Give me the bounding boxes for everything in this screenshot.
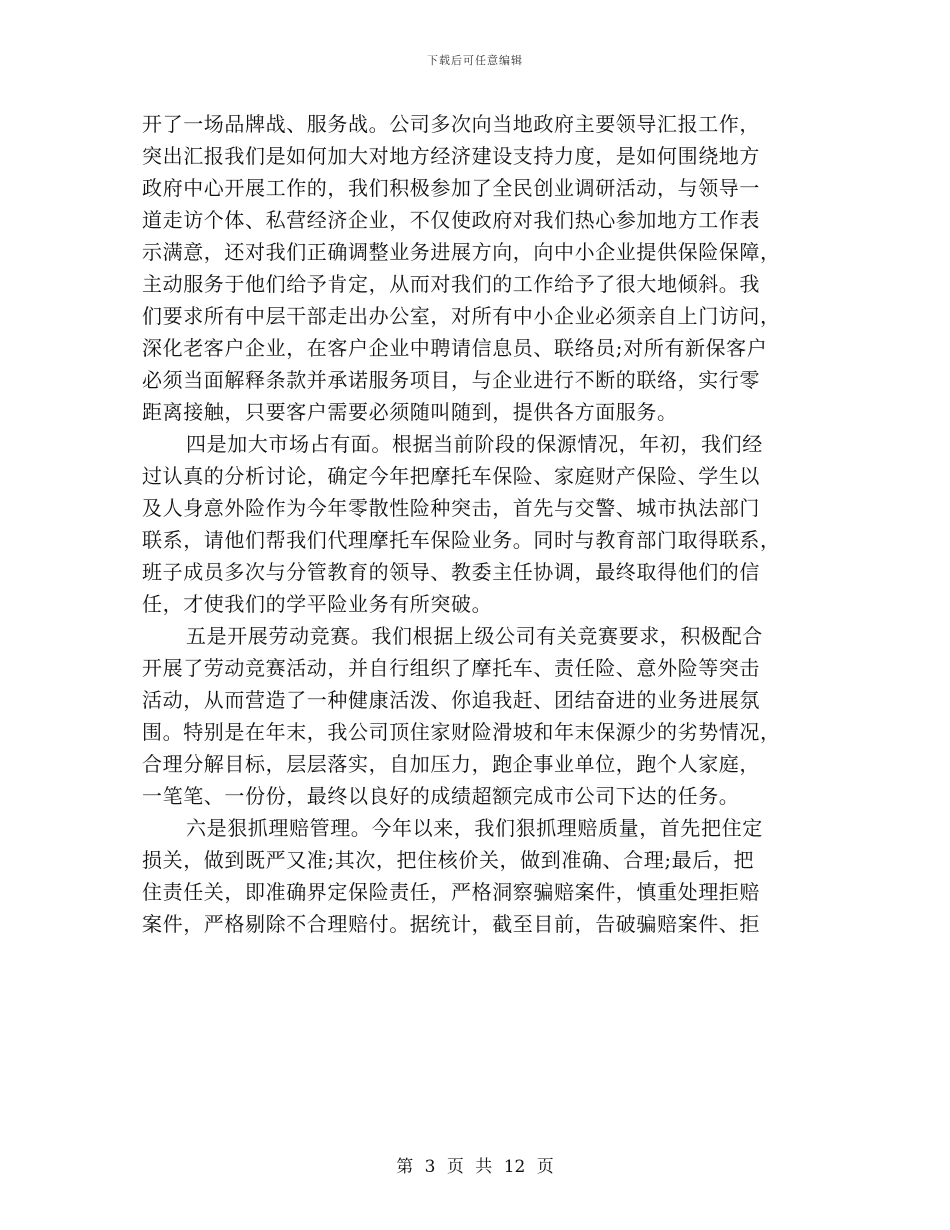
text-line: 示满意，还对我们正确调整业务进展方向，向中小企业提供保险保障，	[142, 240, 781, 264]
text-line: 开展了劳动竞赛活动，并自行组织了摩托车、责任险、意外险等突击	[142, 656, 760, 680]
text-line: 们要求所有中层干部走出办公室，对所有中小企业必须亲自上门访问，	[142, 304, 781, 328]
text-line: 及人身意外险作为今年零散性险种突击，首先与交警、城市执法部门	[142, 496, 760, 520]
text-line: 过认真的分析讨论，确定今年把摩托车保险、家庭财产保险、学生以	[142, 464, 760, 488]
text-line: 住责任关，即准确界定保险责任，严格洞察骗赔案件，慎重处理拒赔	[142, 880, 760, 904]
text-line: 必须当面解释条款并承诺服务项目，与企业进行不断的联络，实行零	[142, 368, 760, 392]
text-line: 开了一场品牌战、服务战。公司多次向当地政府主要领导汇报工作，	[142, 112, 760, 136]
text-line: 政府中心开展工作的，我们积极参加了全民创业调研活动，与领导一	[142, 176, 760, 200]
text-line: 一笔笔、一份份，最终以良好的成绩超额完成市公司下达的任务。	[142, 784, 740, 808]
paragraph-start-line: 六是狠抓理赔管理。今年以来，我们狠抓理赔质量，首先把住定	[186, 816, 763, 840]
page-number-footer: 第 3 页 共 12 页	[396, 1157, 554, 1177]
paragraph-start-line: 五是开展劳动竞赛。我们根据上级公司有关竞赛要求，积极配合	[186, 624, 763, 648]
document-body	[142, 108, 808, 940]
text-line: 距离接触，只要客户需要必须随叫随到，提供各方面服务。	[142, 400, 678, 424]
page-header: 下载后可任意编辑	[427, 54, 523, 67]
text-line: 班子成员多次与分管教育的领导、教委主任协调，最终取得他们的信	[142, 560, 760, 584]
text-line: 任，才使我们的学平险业务有所突破。	[142, 592, 493, 616]
text-line: 联系，请他们帮我们代理摩托车保险业务。同时与教育部门取得联系，	[142, 528, 781, 552]
text-line: 突出汇报我们是如何加大对地方经济建设支持力度，是如何围绕地方	[142, 144, 760, 168]
paragraph-start-line: 四是加大市场占有面。根据当前阶段的保源情况，年初，我们经	[186, 432, 763, 456]
text-line: 合理分解目标，层层落实，自加压力，跑企事业单位，跑个人家庭，	[142, 752, 760, 776]
text-line: 损关，做到既严又准;其次，把住核价关，做到准确、合理;最后，把	[142, 848, 755, 872]
text-line: 围。特别是在年末，我公司顶住家财险滑坡和年末保源少的劣势情况，	[142, 720, 781, 744]
text-line: 案件，严格剔除不合理赔付。据统计，截至目前，告破骗赔案件、拒	[142, 912, 760, 936]
text-line: 道走访个体、私营经济企业，不仅使政府对我们热心参加地方工作表	[142, 208, 760, 232]
text-line: 主动服务于他们给予肯定，从而对我们的工作给予了很大地倾斜。我	[142, 272, 760, 296]
text-line: 活动，从而营造了一种健康活泼、你追我赶、团结奋进的业务进展氛	[142, 688, 760, 712]
text-line: 深化老客户企业，在客户企业中聘请信息员、联络员;对所有新保客户	[142, 336, 768, 360]
